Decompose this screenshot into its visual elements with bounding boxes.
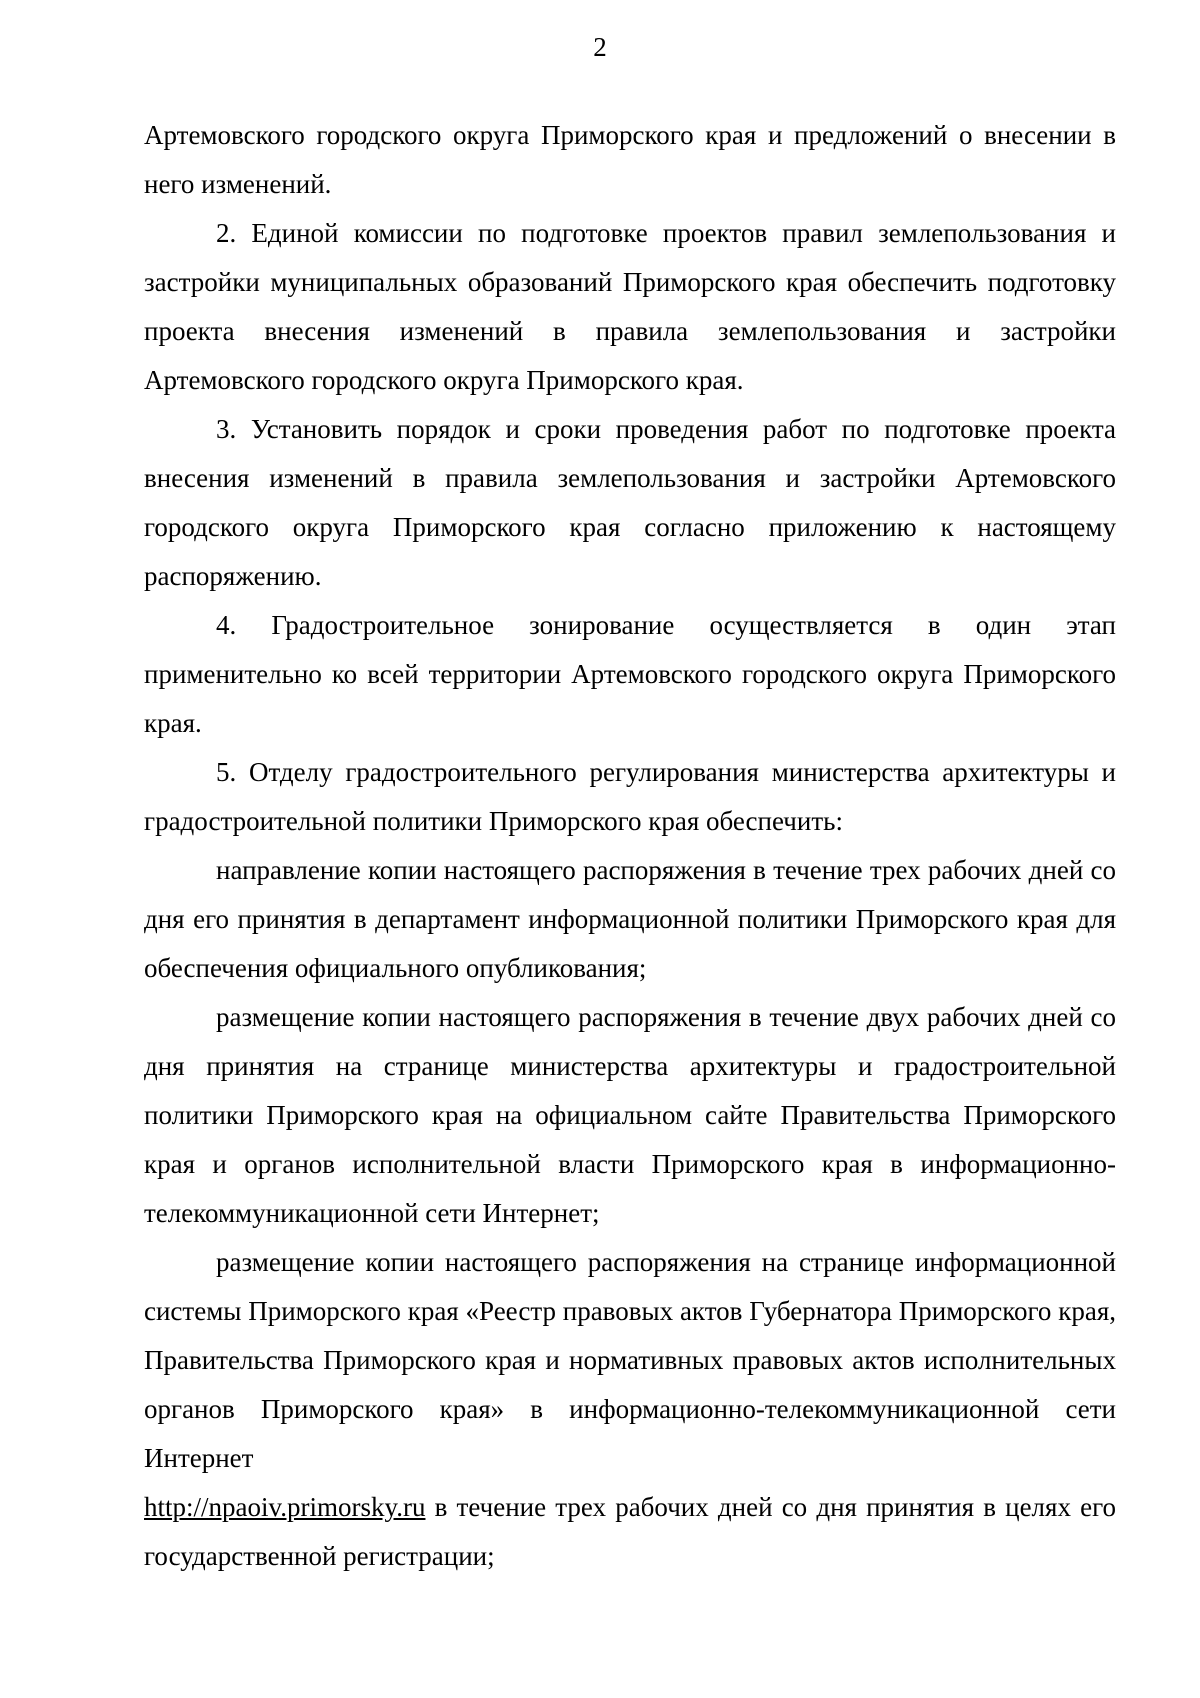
paragraph-continuation: Артемовского городского округа Приморского края и предложений о внесении в него изменений. bbox=[144, 120, 1116, 199]
paragraph-subitem-publication: направление копии настоящего распоряжения в течение трех рабочих дней со дня его принятия в департамент информационной политики Приморского края для обеспечения официального опубликования; bbox=[144, 855, 1116, 983]
registry-link[interactable]: http://npaoiv.primorsky.ru bbox=[144, 1492, 426, 1522]
paragraph-subitem-registry-tail bbox=[144, 1483, 1116, 1581]
page-number: 2 bbox=[593, 32, 607, 62]
paragraph-item-3: 3. Установить порядок и сроки проведения работ по подготовке проекта внесения изменений в правила землепользования и застройки Артемовского городского округа Приморского края согласно приложению к настоящему распоряжению. bbox=[144, 414, 1116, 591]
registry-text: размещение копии настоящего распоряжения на странице информационной системы Приморского края «Реестр правовых актов Губернатора Приморского края, Правительства Приморского края и нормативных правовых актов исполнительных органов Приморского края» в информационно-телекоммуникационной сети Интернет bbox=[144, 1247, 1116, 1473]
paragraph-subitem-website: размещение копии настоящего распоряжения в течение двух рабочих дней со дня принятия на странице министерства архитектуры и градостроительной политики Приморского края на официальном сайте Правительства Приморского края и органов исполнительной власти Приморского края в информационно-телекоммуникационной сети Интернет; bbox=[144, 1002, 1116, 1228]
paragraph-item-4: 4. Градостроительное зонирование осуществляется в один этап применительно ко всей территории Артемовского городского округа Приморского края. bbox=[144, 610, 1116, 738]
paragraph-item-2: 2. Единой комиссии по подготовке проектов правил землепользования и застройки муниципальных образований Приморского края обеспечить подготовку проекта внесения изменений в правила землепользования и застройки Артемовского городского округа Приморского края. bbox=[144, 218, 1116, 395]
registry-tail-text: в течение трех рабочих дней со дня принятия в целях его государственной регистрации; bbox=[144, 1492, 1116, 1571]
document-body bbox=[144, 111, 1116, 1581]
paragraph-subitem-registry bbox=[144, 1238, 1116, 1483]
paragraph-item-5: 5. Отделу градостроительного регулирования министерства архитектуры и градостроительной политики Приморского края обеспечить: bbox=[144, 757, 1116, 836]
